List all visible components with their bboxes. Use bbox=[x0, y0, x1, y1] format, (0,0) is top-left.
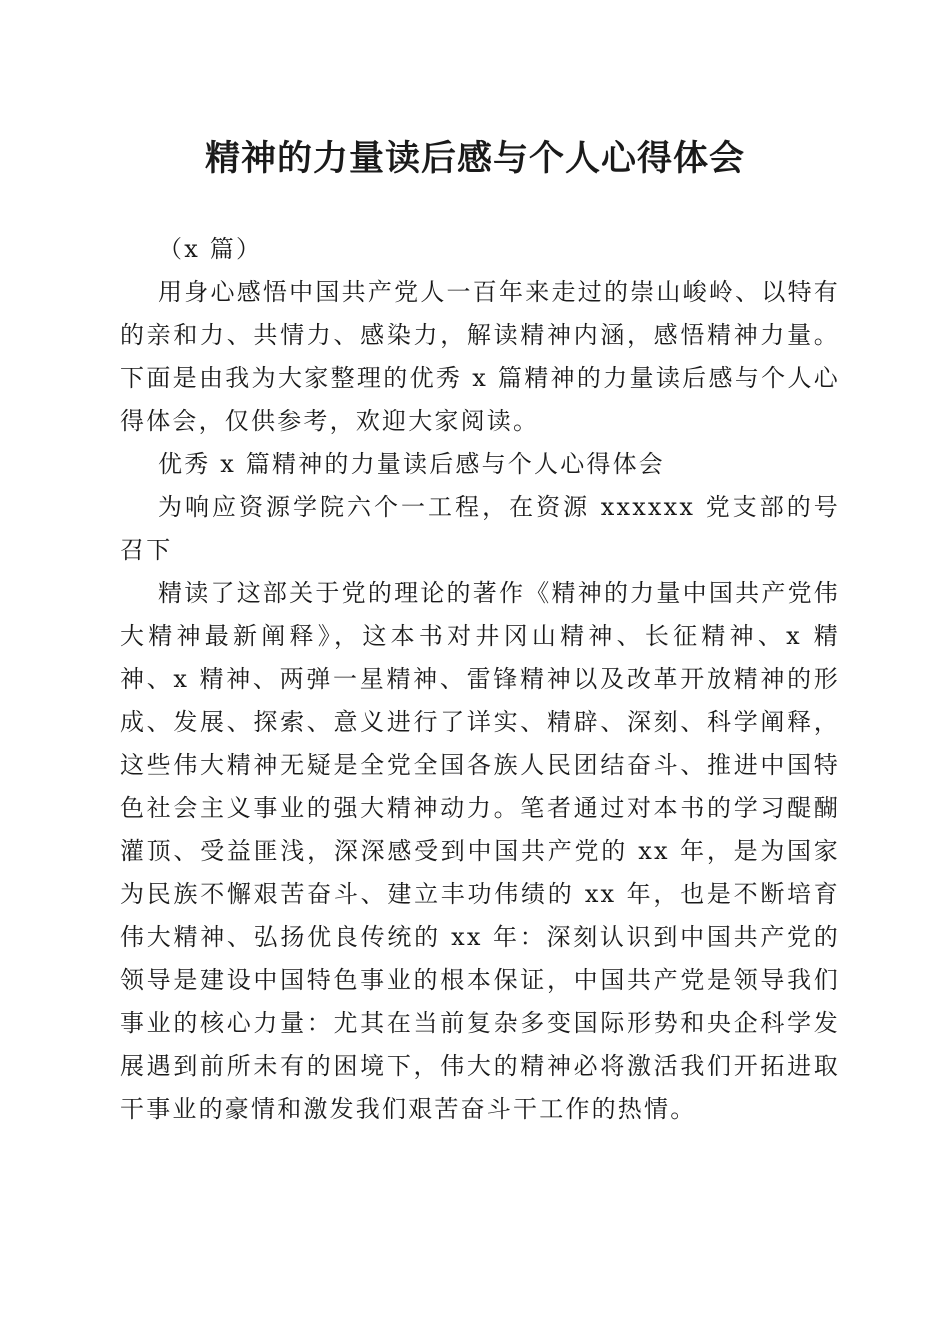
paragraph-subtitle: 优秀 x 篇精神的力量读后感与个人心得体会 bbox=[158, 450, 665, 478]
paragraph-count-note: （x 篇） bbox=[158, 235, 263, 263]
document-body bbox=[120, 228, 840, 1131]
paragraph-main: 精读了这部关于党的理论的著作《精神的力量中国共产党伟大精神最新阐释》，这本书对井冈山精神、长征精神、x 精神、x 精神、两弹一星精神、雷锋精神以及改革开放精神的形成、发展、探索、意义进行了详实、精辟、深刻、科学阐释，这些伟大精神无疑是全党全国各族人民团结奋斗、推进中国特色社会主义事业的强大精神动力。笔者通过对本书的学习醍醐灌顶、受益匪浅，深深感受到中国共产党的 xx 年，是为国家为民族不懈艰苦奋斗、建立丰功伟绩的 xx 年，也是不断培育伟大精神、弘扬优良传统的 xx 年：深刻认识到中国共产党的领导是建设中国特色事业的根本保证，中国共产党是领导我们事业的核心力量：尤其在当前复杂多变国际形势和央企科学发展遇到前所未有的困境下，伟大的精神必将激活我们开拓进取干事业的豪情和激发我们艰苦奋斗干工作的热情。 bbox=[120, 579, 840, 1123]
paragraph-intro: 用身心感悟中国共产党人一百年来走过的崇山峻岭、以特有的亲和力、共情力、感染力，解读精神内涵，感悟精神力量。下面是由我为大家整理的优秀 x 篇精神的力量读后感与个人心得体会，仅供参考，欢迎大家阅读。 bbox=[120, 278, 840, 435]
document-title: 精神的力量读后感与个人心得体会 bbox=[204, 138, 745, 179]
paragraph-response: 为响应资源学院六个一工程，在资源 xxxxxx 党支部的号召下 bbox=[120, 493, 840, 564]
